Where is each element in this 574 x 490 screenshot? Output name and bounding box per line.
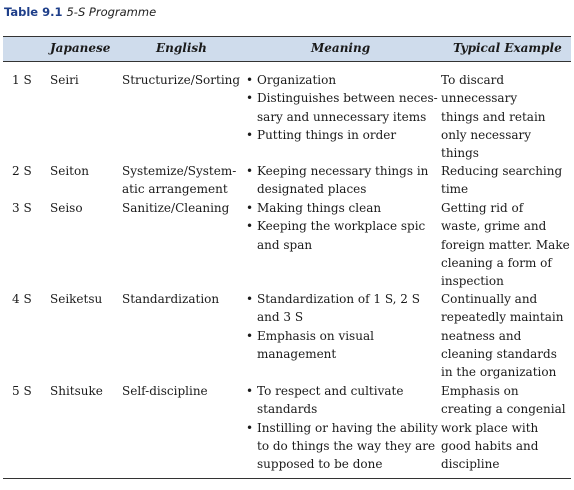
meaning-line: and span (257, 237, 313, 252)
bullet-icon: • (246, 420, 254, 435)
example-line: unnecessary (441, 91, 518, 106)
bullet-icon: • (246, 73, 254, 87)
example-line: time (441, 182, 469, 197)
meaning-line: supposed to be done (257, 457, 383, 472)
example-line: Continually and (441, 292, 538, 306)
table-bottom-rule (3, 478, 571, 479)
meaning-line: To respect and cultivate (257, 384, 404, 398)
english-term-line: atic arrangement (122, 182, 228, 197)
bullet-icon: • (246, 328, 254, 343)
bullet-icon: • (246, 219, 254, 234)
meaning-line: designated places (257, 182, 367, 197)
header-english: English (156, 41, 207, 55)
example-line: repeatedly maintain (441, 310, 564, 325)
example-line: inspection (441, 274, 504, 289)
row-number: 2 S (12, 164, 32, 178)
meaning-line: Making things clean (257, 201, 382, 215)
row-number: 3 S (12, 201, 32, 215)
example-line: neatness and (441, 328, 522, 343)
meaning-line: Instilling or having the ability (257, 420, 438, 435)
example-line: work place with (441, 420, 539, 435)
english-term-line: Sanitize/Cleaning (122, 201, 230, 215)
example-line: cleaning standards (441, 346, 557, 361)
example-line: good habits and (441, 438, 539, 453)
japanese-term: Seiri (50, 73, 79, 87)
header-japanese: Japanese (50, 41, 111, 55)
meaning-line: Distinguishes between neces- (257, 91, 438, 106)
example-line: Getting rid of (441, 201, 524, 215)
example-line: To discard (441, 73, 505, 87)
bullet-icon: • (246, 384, 254, 398)
meaning-line: management (257, 346, 337, 361)
japanese-term: Seiso (50, 201, 83, 215)
meaning-line: sary and unnecessary items (257, 109, 427, 124)
bullet-icon: • (246, 127, 254, 142)
row-number: 1 S (12, 73, 32, 87)
english-term-line: Structurize/Sorting (122, 73, 241, 87)
meaning-line: Organization (257, 73, 337, 87)
example-line: only necessary (441, 127, 532, 142)
english-term-line: Self-discipline (122, 384, 208, 398)
bullet-icon: • (246, 201, 254, 215)
example-line: things (441, 146, 479, 161)
example-line: waste, grime and (441, 219, 547, 234)
example-line: creating a congenial (441, 402, 566, 417)
example-line: foreign matter. Make (441, 237, 570, 252)
table-number: Table 9.1 (4, 5, 63, 19)
row-number: 5 S (12, 384, 32, 398)
row-number: 4 S (12, 292, 32, 306)
meaning-line: Keeping the workplace spic (257, 219, 426, 234)
meaning-line: standards (257, 402, 318, 417)
table-title: 5-S Programme (66, 5, 157, 19)
meaning-line: Putting things in order (257, 127, 397, 142)
example-line: Emphasis on (441, 384, 519, 398)
bullet-icon: • (246, 164, 254, 178)
table-caption (4, 5, 156, 19)
example-line: discipline (441, 457, 500, 472)
japanese-term: Shitsuke (50, 384, 103, 398)
meaning-line: Keeping necessary things in (257, 164, 429, 178)
header-meaning: Meaning (311, 41, 371, 55)
example-line: Reducing searching (441, 164, 563, 178)
meaning-line: and 3 S (257, 310, 304, 325)
header-example: Typical Example (453, 41, 562, 55)
example-line: things and retain (441, 109, 546, 124)
meaning-line: Standardization of 1 S, 2 S (257, 292, 420, 306)
english-term-line: Standardization (122, 292, 220, 306)
bullet-icon: • (246, 91, 254, 106)
meaning-line: to do things the way they are (257, 438, 436, 453)
japanese-term: Seiton (50, 164, 89, 178)
example-line: cleaning a form of (441, 255, 552, 270)
example-line: in the organization (441, 365, 557, 380)
english-term-line: Systemize/System- (122, 164, 237, 178)
japanese-term: Seiketsu (50, 292, 103, 306)
meaning-line: Emphasis on visual (257, 328, 374, 343)
bullet-icon: • (246, 292, 254, 306)
